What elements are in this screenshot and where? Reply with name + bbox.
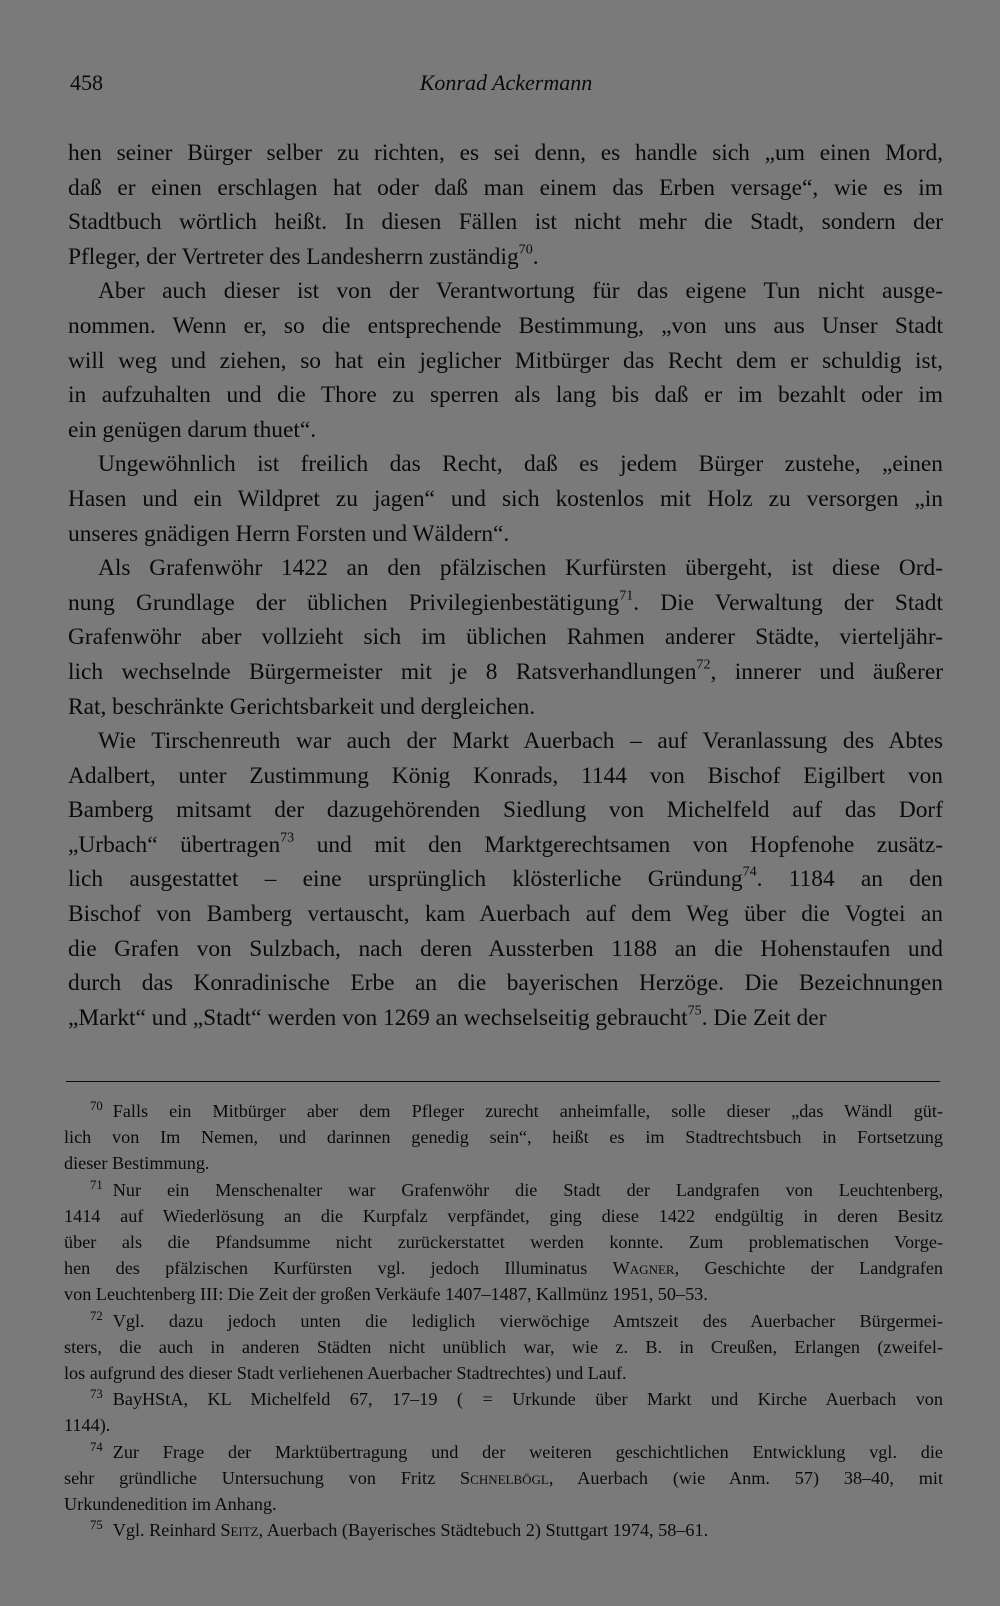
footnote-line: [64, 1150, 943, 1176]
footnote-text: 1144).: [64, 1415, 111, 1436]
footnote-line: [64, 1281, 943, 1307]
footnote-line: [64, 1465, 943, 1491]
body-line: [68, 447, 943, 482]
body-text: [68, 136, 943, 1035]
body-line: [68, 586, 943, 621]
author-name: Seitz: [220, 1520, 259, 1541]
footnote-line: [64, 1360, 943, 1386]
body-text: . 1184 an den: [756, 866, 944, 893]
body-text: Bamberg mitsamt der dazugehörenden Siedlung von Michelfeld auf das Dorf: [68, 797, 943, 824]
body-line: [68, 551, 943, 586]
footnote-line: [64, 1255, 943, 1281]
footnote-line: [64, 1386, 943, 1412]
body-text: Wie Tirschenreuth war auch der Markt Auerbach – auf Veranlassung des Abtes: [98, 728, 943, 755]
footnote-text: 1414 auf Wiederlösung an die Kurpfalz verpfändet, ging diese 1422 endgültig in deren Besitz: [64, 1205, 943, 1226]
footnote-text: , Auerbach (Bayerisches Städtebuch 2) Stuttgart 1974, 58–61.: [258, 1520, 709, 1541]
body-text: hen seiner Bürger selber zu richten, es sei denn, es handle sich „um einen Mord,: [68, 140, 943, 166]
body-text: Aber auch dieser ist von der Verantwortung für das eigene Tun nicht ausge-: [98, 278, 943, 305]
page-header: [70, 70, 942, 104]
footnote-line: [64, 1517, 943, 1543]
body-text: und mit den Marktgerechtsamen von Hopfenohe zusätz-: [294, 831, 944, 858]
footnote-number: 71: [90, 1177, 103, 1192]
author-name: Schnelbögl: [460, 1467, 549, 1488]
body-text: „Markt“ und „Stadt“ werden von 1269 an wechselseitig gebraucht: [68, 1004, 688, 1031]
footnote-reference: 70: [518, 241, 533, 258]
body-text: lich wechselnde Bürgermeister mit je 8 Ratsverhandlungen: [68, 658, 697, 685]
footnote-line: [64, 1491, 943, 1517]
footnote-text: Zur Frage der Marktübertragung und der weiteren geschichtlichen Entwicklung vgl. die: [112, 1441, 943, 1462]
footnote-text: Urkundenedition im Anhang.: [64, 1494, 277, 1515]
footnote-line: [64, 1203, 943, 1229]
body-line: [68, 932, 943, 967]
body-line: [68, 690, 943, 725]
body-line: [68, 1001, 943, 1036]
body-text: Stadtbuch wörtlich heißt. In diesen Fällen ist nicht mehr die Stadt, sondern der: [68, 209, 943, 236]
body-text: Bischof von Bamberg vertauscht, kam Auerbach auf dem Weg über die Vogtei an: [68, 901, 943, 928]
body-line: [68, 724, 943, 759]
body-text: „Urbach“ übertragen: [68, 831, 281, 858]
body-line: [68, 828, 943, 863]
footnote-text: lich von Im Nemen, und darinnen genedig sein“, heißt es im Stadtrechtsbuch in Fortsetzung: [64, 1127, 943, 1148]
body-text: Pfleger, der Vertreter des Landesherrn zuständig: [68, 243, 519, 270]
footnote-number: 74: [90, 1439, 103, 1454]
footnote-text: Nur ein Menschenalter war Grafenwöhr die Stadt der Landgrafen von Leuchtenberg,: [112, 1179, 943, 1200]
body-text: .: [532, 243, 539, 270]
body-line: [68, 171, 943, 206]
body-line: [68, 344, 943, 379]
body-line: [68, 517, 943, 552]
footnote-reference: 71: [619, 587, 634, 604]
footnote-number: 75: [90, 1518, 103, 1533]
body-text: Rat, beschränkte Gerichtsbarkeit und dergleichen.: [68, 693, 536, 720]
body-text: nommen. Wenn er, so die entsprechende Bestimmung, „von uns aus Unser Stadt: [68, 312, 943, 339]
footnote-text: sehr gründliche Untersuchung von Fritz: [64, 1467, 461, 1488]
body-text: will weg und ziehen, so hat ein jeglicher Mitbürger das Recht dem er schuldig ist,: [68, 347, 943, 374]
body-text: . Die Verwaltung der Stadt: [633, 589, 943, 616]
body-line: [68, 862, 943, 897]
body-text: Hasen und ein Wildpret zu jagen“ und sich kostenlos mit Holz zu versorgen „in: [68, 485, 943, 512]
body-line: [68, 897, 943, 932]
footnote-line: [64, 1229, 943, 1255]
body-text: lich ausgestattet – eine ursprünglich klösterliche Gründung: [68, 866, 743, 893]
footnote-line: [64, 1177, 943, 1203]
body-text: die Grafen von Sulzbach, nach deren Aussterben 1188 an die Hohenstaufen und: [68, 935, 943, 962]
body-text: . Die Zeit der: [701, 1004, 827, 1031]
footnote-text: sters, die auch in anderen Städten nicht unüblich war, wie z. B. in Creußen, Erlangen (zweifel-: [64, 1336, 943, 1357]
body-line: [68, 205, 943, 240]
body-text: nung Grundlage der üblichen Privilegienbestätigung: [68, 589, 620, 616]
footnote-text: Vgl. dazu jedoch unten die lediglich vierwöchige Amtszeit des Auerbacher Bürgermei-: [112, 1310, 943, 1331]
body-line: [68, 482, 943, 517]
author-name: Wagner: [612, 1258, 675, 1279]
footnote-text: BayHStA, KL Michelfeld 67, 17–19 ( = Urkunde über Markt und Kirche Auerbach von: [112, 1389, 943, 1410]
footnote-text: , Auerbach (wie Anm. 57) 38–40, mit: [548, 1467, 943, 1488]
footnote-line: [64, 1308, 943, 1334]
footnotes: [64, 1098, 943, 1543]
body-text: Grafenwöhr aber vollzieht sich im üblichen Rahmen anderer Städte, vierteljähr-: [68, 624, 943, 651]
footnote-text: , Geschichte der Landgrafen: [674, 1258, 943, 1279]
footnote-number: 70: [90, 1099, 103, 1113]
footnote-separator: [66, 1081, 940, 1082]
footnote-line: [64, 1439, 943, 1465]
body-text: daß er einen erschlagen hat oder daß man einem das Erben versage“, wie es im: [68, 174, 943, 201]
footnote-reference: 75: [687, 1002, 702, 1019]
footnote-text: von Leuchtenberg III: Die Zeit der großen Verkäufe 1407–1487, Kallmünz 1951, 50–53.: [64, 1284, 708, 1305]
footnote-line: [64, 1334, 943, 1360]
footnote-number: 73: [90, 1387, 103, 1402]
footnote-reference: 72: [696, 656, 711, 673]
footnote-line: [64, 1124, 943, 1150]
footnote-line: [64, 1098, 943, 1124]
footnote-line: [64, 1412, 943, 1438]
footnote-text: dieser Bestimmung.: [64, 1153, 210, 1174]
footnote-text: Falls ein Mitbürger aber dem Pfleger zurecht anheimfalle, solle dieser „das Wändl güt-: [112, 1101, 943, 1121]
body-text: ein genügen darum thuet“.: [68, 416, 317, 443]
page-number: 458: [70, 70, 103, 95]
body-line: [68, 966, 943, 1001]
footnote-text: Vgl. Reinhard: [112, 1520, 221, 1541]
body-text: in aufzuhalten und die Thore zu sperren als lang bis daß er im bezahlt oder im: [68, 382, 943, 409]
footnote-reference: 73: [280, 829, 295, 846]
running-head: Konrad Ackermann: [419, 70, 593, 95]
footnote-text: über als die Pfandsumme nicht zurückerstattet werden konnte. Zum problematischen Vorge-: [64, 1232, 943, 1253]
body-text: Ungewöhnlich ist freilich das Recht, daß es jedem Bürger zustehe, „einen: [98, 451, 943, 478]
body-line: [68, 793, 943, 828]
footnote-text: los aufgrund des dieser Stadt verliehenen Auerbacher Stadtrechtes) und Lauf.: [64, 1363, 627, 1384]
body-line: [68, 240, 943, 275]
body-line: [68, 274, 943, 309]
body-text: Als Grafenwöhr 1422 an den pfälzischen Kurfürsten übergeht, ist diese Ord-: [98, 555, 943, 582]
body-line: [68, 136, 943, 171]
body-line: [68, 620, 943, 655]
body-line: [68, 759, 943, 794]
body-text: unseres gnädigen Herrn Forsten und Wäldern“.: [68, 520, 510, 547]
footnote-number: 72: [90, 1308, 103, 1323]
body-text: Adalbert, unter Zustimmung König Konrads, 1144 von Bischof Eigilbert von: [68, 762, 943, 789]
footnote-reference: 74: [742, 863, 757, 880]
body-line: [68, 378, 943, 413]
body-line: [68, 655, 943, 690]
body-text: durch das Konradinische Erbe an die bayerischen Herzöge. Die Bezeichnungen: [68, 970, 943, 997]
footnote-text: hen des pfälzischen Kurfürsten vgl. jedoch Illuminatus: [64, 1258, 613, 1279]
body-line: [68, 309, 943, 344]
body-text: , innerer und äußerer: [710, 658, 943, 685]
body-line: [68, 413, 943, 448]
